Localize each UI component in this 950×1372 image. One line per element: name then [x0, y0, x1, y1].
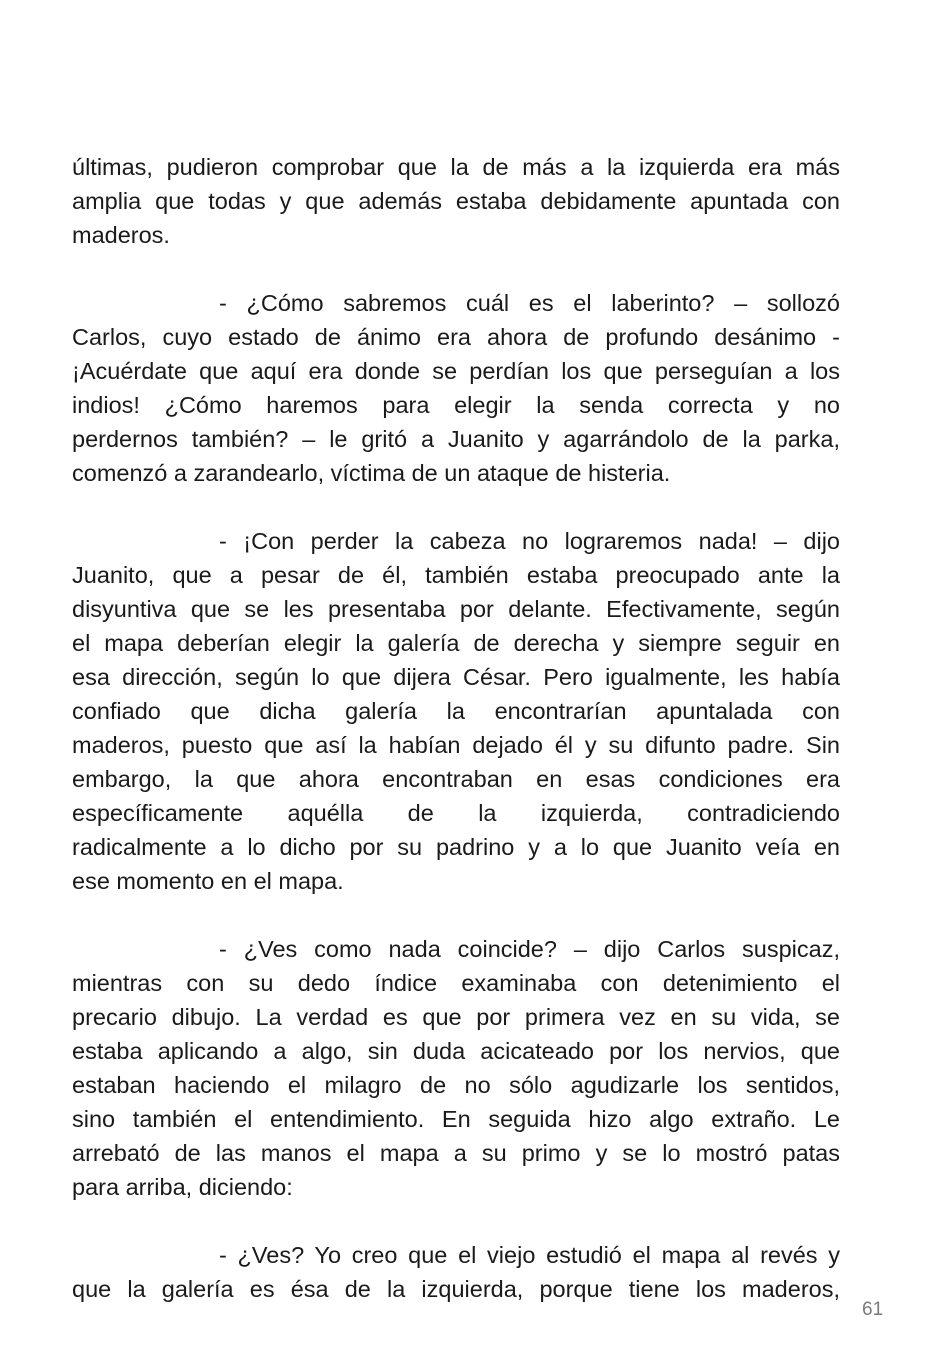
- text-line: - ¿Ves como nada coincide? – dijo Carlos suspicaz,: [219, 936, 840, 962]
- text-line: - ¿Ves? Yo creo que el viejo estudió el mapa al revés y: [219, 1242, 840, 1268]
- text-line: radicalmente a lo dicho por su padrino y a lo que Juanito veía en: [72, 834, 840, 860]
- text-line: esa dirección, según lo que dijera César. Pero igualmente, les había: [72, 664, 840, 690]
- text-line: ¡Acuérdate que aquí era donde se perdían los que perseguían a los: [72, 358, 840, 384]
- page-body: [72, 150, 840, 1306]
- text-line: maderos.: [72, 222, 170, 248]
- text-line: embargo, la que ahora encontraban en esas condiciones era: [72, 766, 840, 792]
- paragraph: [72, 932, 840, 1204]
- text-line: - ¡Con perder la cabeza no lograremos nada! – dijo: [219, 528, 840, 554]
- text-line: sino también el entendimiento. En seguida hizo algo extraño. Le: [72, 1106, 840, 1132]
- paragraph-gap: [72, 252, 840, 286]
- paragraph: [72, 1238, 840, 1306]
- text-line: comenzó a zarandearlo, víctima de un ataque de histeria.: [72, 460, 671, 486]
- text-line: mientras con su dedo índice examinaba con detenimiento el: [72, 970, 840, 996]
- paragraph: [72, 524, 840, 898]
- paragraph-gap: [72, 1204, 840, 1238]
- paragraph: [72, 150, 840, 252]
- text-line: específicamente aquélla de la izquierda, contradiciendo: [72, 800, 840, 826]
- text-line: ese momento en el mapa.: [72, 868, 344, 894]
- text-line: maderos, puesto que así la habían dejado él y su difunto padre. Sin: [72, 732, 840, 758]
- text-line: - ¿Cómo sabremos cuál es el laberinto? – sollozó: [219, 290, 840, 316]
- text-line: que la galería es ésa de la izquierda, porque tiene los maderos,: [72, 1276, 840, 1302]
- text-line: últimas, pudieron comprobar que la de más a la izquierda era más: [72, 154, 840, 180]
- text-line: indios! ¿Cómo haremos para elegir la senda correcta y no: [72, 392, 840, 418]
- paragraph-gap: [72, 490, 840, 524]
- paragraph-gap: [72, 898, 840, 932]
- text-line: Carlos, cuyo estado de ánimo era ahora de profundo desánimo -: [72, 324, 840, 350]
- page-number: 61: [862, 1299, 884, 1320]
- text-line: confiado que dicha galería la encontrarían apuntalada con: [72, 698, 840, 724]
- text-line: Juanito, que a pesar de él, también estaba preocupado ante la: [72, 562, 840, 588]
- text-line: el mapa deberían elegir la galería de derecha y siempre seguir en: [72, 630, 840, 656]
- text-line: precario dibujo. La verdad es que por primera vez en su vida, se: [72, 1004, 840, 1030]
- text-line: estaban haciendo el milagro de no sólo agudizarle los sentidos,: [72, 1072, 840, 1098]
- text-line: arrebató de las manos el mapa a su primo y se lo mostró patas: [72, 1140, 840, 1166]
- text-line: perdernos también? – le gritó a Juanito y agarrándolo de la parka,: [72, 426, 840, 452]
- text-line: estaba aplicando a algo, sin duda acicateado por los nervios, que: [72, 1038, 840, 1064]
- text-line: amplia que todas y que además estaba debidamente apuntada con: [72, 188, 840, 214]
- text-line: para arriba, diciendo:: [72, 1174, 293, 1200]
- text-line: disyuntiva que se les presentaba por delante. Efectivamente, según: [72, 596, 840, 622]
- paragraph: [72, 286, 840, 490]
